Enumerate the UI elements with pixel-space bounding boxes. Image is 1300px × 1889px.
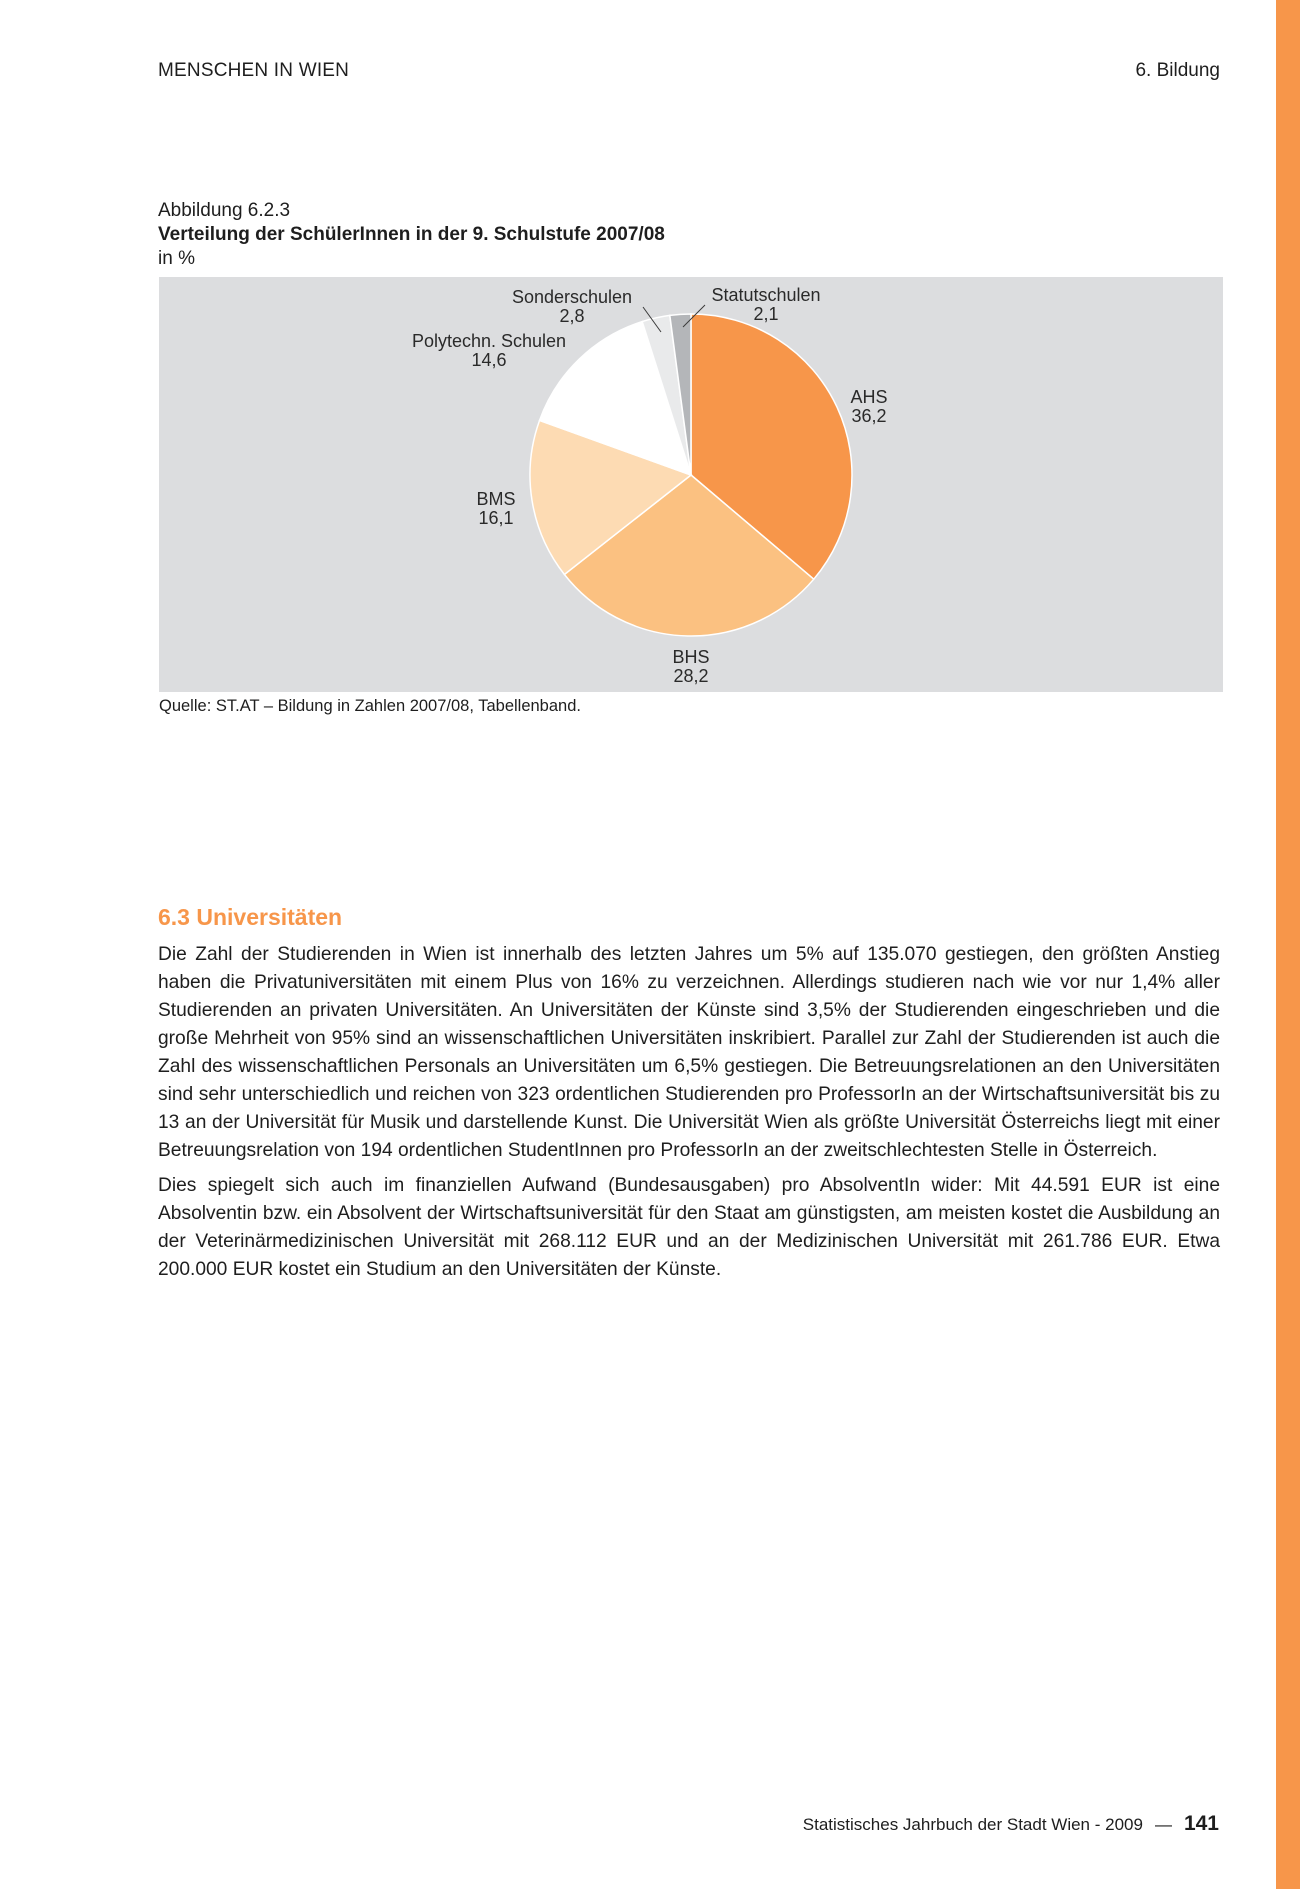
figure-source: Quelle: ST.AT – Bildung in Zahlen 2007/08, Tabellenband.	[159, 697, 581, 715]
slice-label-name: BMS	[476, 489, 516, 509]
page-number: 141	[1183, 1812, 1219, 1835]
slice-label-name: Sonderschulen	[511, 287, 633, 307]
section-heading: 6.3 Universitäten	[158, 904, 343, 930]
slice-label	[850, 387, 887, 426]
slice-label-value: 16,1	[478, 508, 514, 528]
slice-label-value: 14,6	[471, 350, 507, 370]
running-header-left: MENSCHEN IN WIEN	[158, 60, 350, 81]
section-body	[158, 941, 1220, 1291]
slice-label-name: Polytechn. Schulen	[411, 331, 567, 351]
slice-label-value: 28,2	[673, 666, 709, 686]
slice-label-value: 2,1	[753, 304, 779, 324]
figure-label: Abbildung 6.2.3	[158, 200, 291, 221]
slice-label-name: Statutschulen	[711, 285, 821, 305]
slice-label	[512, 287, 632, 326]
footer-publication: Statistisches Jahrbuch der Stadt Wien - 2009	[802, 1815, 1143, 1834]
orange-side-bar	[1276, 0, 1300, 1889]
slice-label	[412, 331, 566, 370]
slice-label	[476, 489, 515, 528]
slice-label	[672, 647, 709, 686]
footer-dash: —	[1154, 1815, 1172, 1834]
figure-title: Verteilung der SchülerInnen in der 9. Schulstufe 2007/08	[158, 224, 665, 245]
slice-label-value: 36,2	[851, 406, 887, 426]
pie-chart-panel	[159, 277, 1223, 692]
pie-chart	[159, 277, 1223, 692]
figure-unit: in %	[158, 248, 195, 269]
figure-caption	[158, 199, 665, 271]
slice-label-name: AHS	[850, 387, 888, 407]
page-footer	[803, 1812, 1219, 1836]
running-header-right: 6. Bildung	[1135, 60, 1220, 81]
body-paragraph: Die Zahl der Studierenden in Wien ist innerhalb des letzten Jahres um 5% auf 135.070 gestiegen, den größten Anstieg haben die Privatuniversitäten mit einem Plus von 16% zu verzeichnen. Allerdings studieren nach wie vor nur 1,4% aller Studierenden an privaten Universitäten. An Universitäten der Künste sind 3,5% der Studierenden eingeschrieben und die große Mehrheit von 95% sind an wissenschaftlichen Universitäten inskribiert. Parallel zur Zahl der Studierenden ist auch die Zahl des wissenschaftlichen Personals an Universitäten um 6,5% gestiegen. Die Betreuungsrelationen an den Universitäten sind sehr unterschiedlich und reichen von 323 ordentlichen Studierenden pro ProfessorIn an der Wirtschaftsuniversität bis zu 13 an der Universität für Musik und darstellende Kunst. Die Universität Wien als größte Universität Österreichs liegt mit einer Betreuungsrelation von 194 ordentlichen StudentInnen pro ProfessorIn an der zweitschlechtesten Stelle in Österreich.	[158, 944, 1220, 1161]
slice-label-value: 2,8	[559, 306, 585, 326]
body-paragraph: Dies spiegelt sich auch im finanziellen Aufwand (Bundesausgaben) pro AbsolventIn wider: Mit 44.591 EUR ist eine Absolventin bzw. ein Absolvent der Wirtschaftsuniversität für den Staat am günstigsten, am meisten kostet die Ausbildung an der Veterinärmedizinischen Universität mit 268.112 EUR und an der Medizinischen Universität mit 261.786 EUR. Etwa 200.000 EUR kostet ein Studium an den Universitäten der Künste.	[158, 1175, 1220, 1280]
slice-label-name: BHS	[672, 647, 710, 667]
